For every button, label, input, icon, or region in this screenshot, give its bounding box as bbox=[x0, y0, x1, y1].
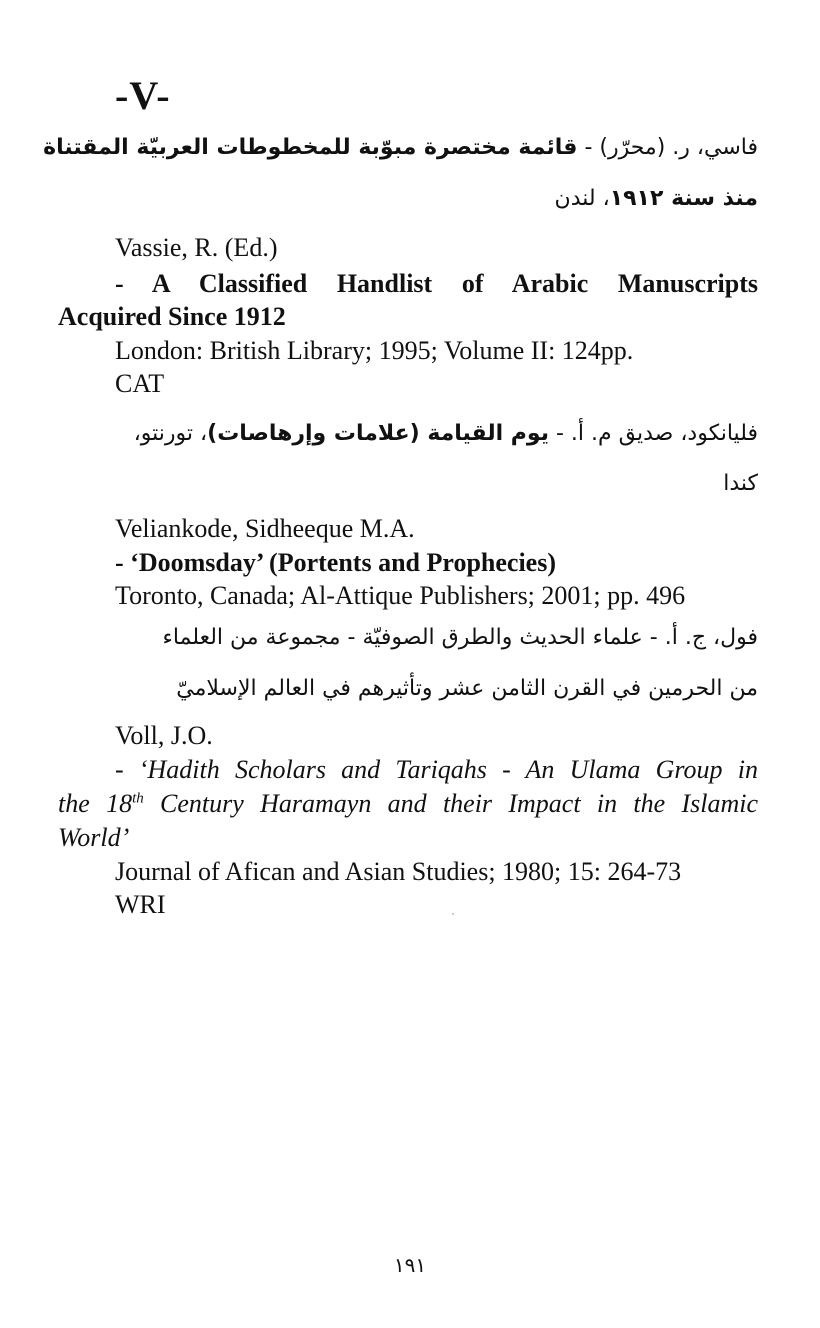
page-number: ١٩١ bbox=[393, 1253, 427, 1277]
entry-3-title-part-b: Century Haramayn and their Impact in the Islamic bbox=[143, 789, 759, 818]
entry-3-code: WRI bbox=[115, 890, 166, 919]
entry-1-arabic-author: فاسي، ر. (محرّر) - bbox=[577, 135, 758, 160]
entry-2-arabic-title: يوم القيامة (علامات وإرهاصات) bbox=[207, 421, 549, 446]
entry-1-title-line-1: - A Classified Handlist of Arabic Manuscripts bbox=[115, 269, 758, 298]
entry-1-arabic-place: ، لندن bbox=[554, 186, 610, 211]
entry-1-arabic-title-cont: منذ سنة ١٩١٢ bbox=[609, 186, 758, 211]
entry-3-title-line-1: - ‘Hadith Scholars and Tariqahs - An Ulama Group in bbox=[115, 755, 758, 784]
entry-1-code: CAT bbox=[115, 369, 165, 398]
section-letter-heading: -V- bbox=[115, 73, 171, 118]
entry-3-title-part-a: the 18 bbox=[58, 789, 133, 818]
entry-3-arabic-line-2: من الحرمين في القرن الثامن عشر وتأثيرهم في العالم الإسلاميّ bbox=[176, 676, 758, 701]
entry-3-title-line-3: World’ bbox=[58, 823, 130, 852]
entry-2-author: Veliankode, Sidheeque M.A. bbox=[115, 514, 415, 543]
entry-2-publication: Toronto, Canada; Al-Attique Publishers; 2001; pp. 496 bbox=[115, 581, 686, 610]
entry-1-arabic-title: قائمة مختصرة مبوّبة للمخطوطات العربيّة المقتناة bbox=[43, 135, 578, 160]
entry-1-title-line-2: Acquired Since 1912 bbox=[58, 302, 286, 331]
entry-2-arabic-line-1 bbox=[134, 418, 758, 450]
entry-1-arabic-line-2 bbox=[555, 183, 758, 215]
entry-3-arabic-line-1: فول، ج. أ. - علماء الحديث والطرق الصوفيّة - مجموعة من العلماء bbox=[162, 625, 758, 650]
entry-1-publication: London: British Library; 1995; Volume II: 124pp. bbox=[115, 336, 634, 365]
entry-2-arabic-line-2: كندا bbox=[723, 471, 758, 496]
entry-3-author: Voll, J.O. bbox=[115, 721, 213, 750]
entry-3-title-superscript: th bbox=[132, 790, 144, 807]
entry-3-publication: Journal of Afican and Asian Studies; 1980; 15: 264-73 bbox=[115, 857, 682, 886]
entry-2-arabic-author: فليانكود، صديق م. أ. - bbox=[549, 421, 758, 446]
entry-3-title-line-2 bbox=[58, 788, 758, 820]
entry-2-arabic-place: ، تورنتو، bbox=[133, 421, 208, 446]
scan-speck bbox=[452, 913, 454, 915]
entry-2-title: - ‘Doomsday’ (Portents and Prophecies) bbox=[115, 548, 556, 577]
entry-1-arabic-line-1 bbox=[43, 132, 758, 164]
entry-1-author: Vassie, R. (Ed.) bbox=[115, 233, 278, 262]
